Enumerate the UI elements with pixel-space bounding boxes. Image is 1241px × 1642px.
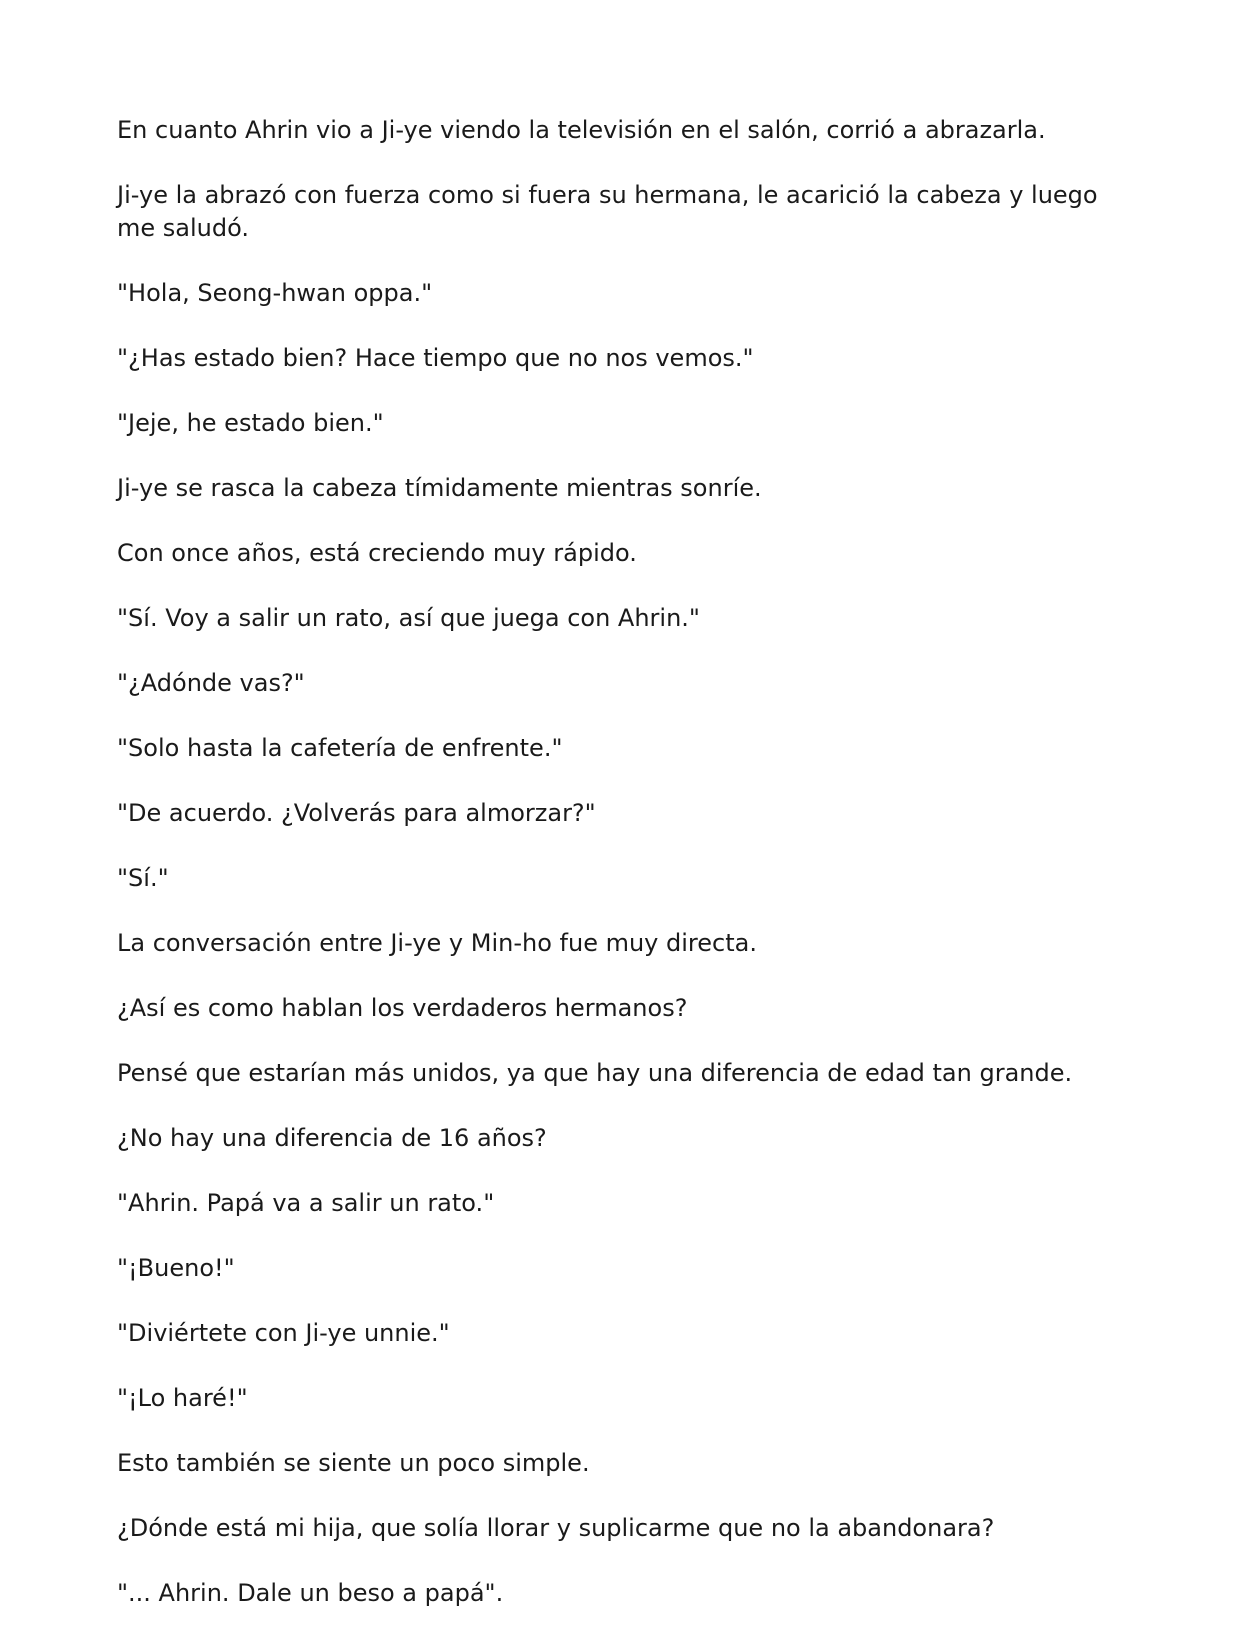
- paragraph: "¡Bueno!": [117, 1254, 235, 1282]
- paragraph: "Sí.": [117, 864, 169, 892]
- paragraph: Ji-ye la abrazó con fuerza como si fuera su hermana, le acarició la cabeza y luego me saludó.: [117, 181, 1098, 242]
- paragraph: ¿Dónde está mi hija, que solía llorar y suplicarme que no la abandonara?: [117, 1514, 995, 1542]
- paragraph: "Diviértete con Ji-ye unnie.": [117, 1319, 450, 1347]
- paragraph: "Sí. Voy a salir un rato, así que juega con Ahrin.": [117, 604, 700, 632]
- paragraph: "Jeje, he estado bien.": [117, 409, 384, 437]
- paragraph: "¿Has estado bien? Hace tiempo que no nos vemos.": [117, 344, 754, 372]
- paragraph: ¿No hay una diferencia de 16 años?: [117, 1124, 547, 1152]
- paragraph: "... Ahrin. Dale un beso a papá".: [117, 1579, 504, 1607]
- paragraph: "Ahrin. Papá va a salir un rato.": [117, 1189, 495, 1217]
- paragraph: "¡Lo haré!": [117, 1384, 248, 1412]
- paragraph: ¿Así es como hablan los verdaderos hermanos?: [117, 994, 688, 1022]
- document-body: [117, 114, 1127, 1642]
- paragraph: "Solo hasta la cafetería de enfrente.": [117, 734, 563, 762]
- paragraph: Esto también se siente un poco simple.: [117, 1449, 590, 1477]
- paragraph: En cuanto Ahrin vio a Ji-ye viendo la televisión en el salón, corrió a abrazarla.: [117, 116, 1046, 144]
- paragraph: Ji-ye se rasca la cabeza tímidamente mientras sonríe.: [117, 474, 762, 502]
- paragraph: "Hola, Seong-hwan oppa.": [117, 279, 433, 307]
- paragraph: Con once años, está creciendo muy rápido.: [117, 539, 637, 567]
- paragraph: Pensé que estarían más unidos, ya que hay una diferencia de edad tan grande.: [117, 1059, 1073, 1087]
- paragraph: La conversación entre Ji-ye y Min-ho fue muy directa.: [117, 929, 757, 957]
- paragraph: "De acuerdo. ¿Volverás para almorzar?": [117, 799, 596, 827]
- paragraph: "¿Adónde vas?": [117, 669, 305, 697]
